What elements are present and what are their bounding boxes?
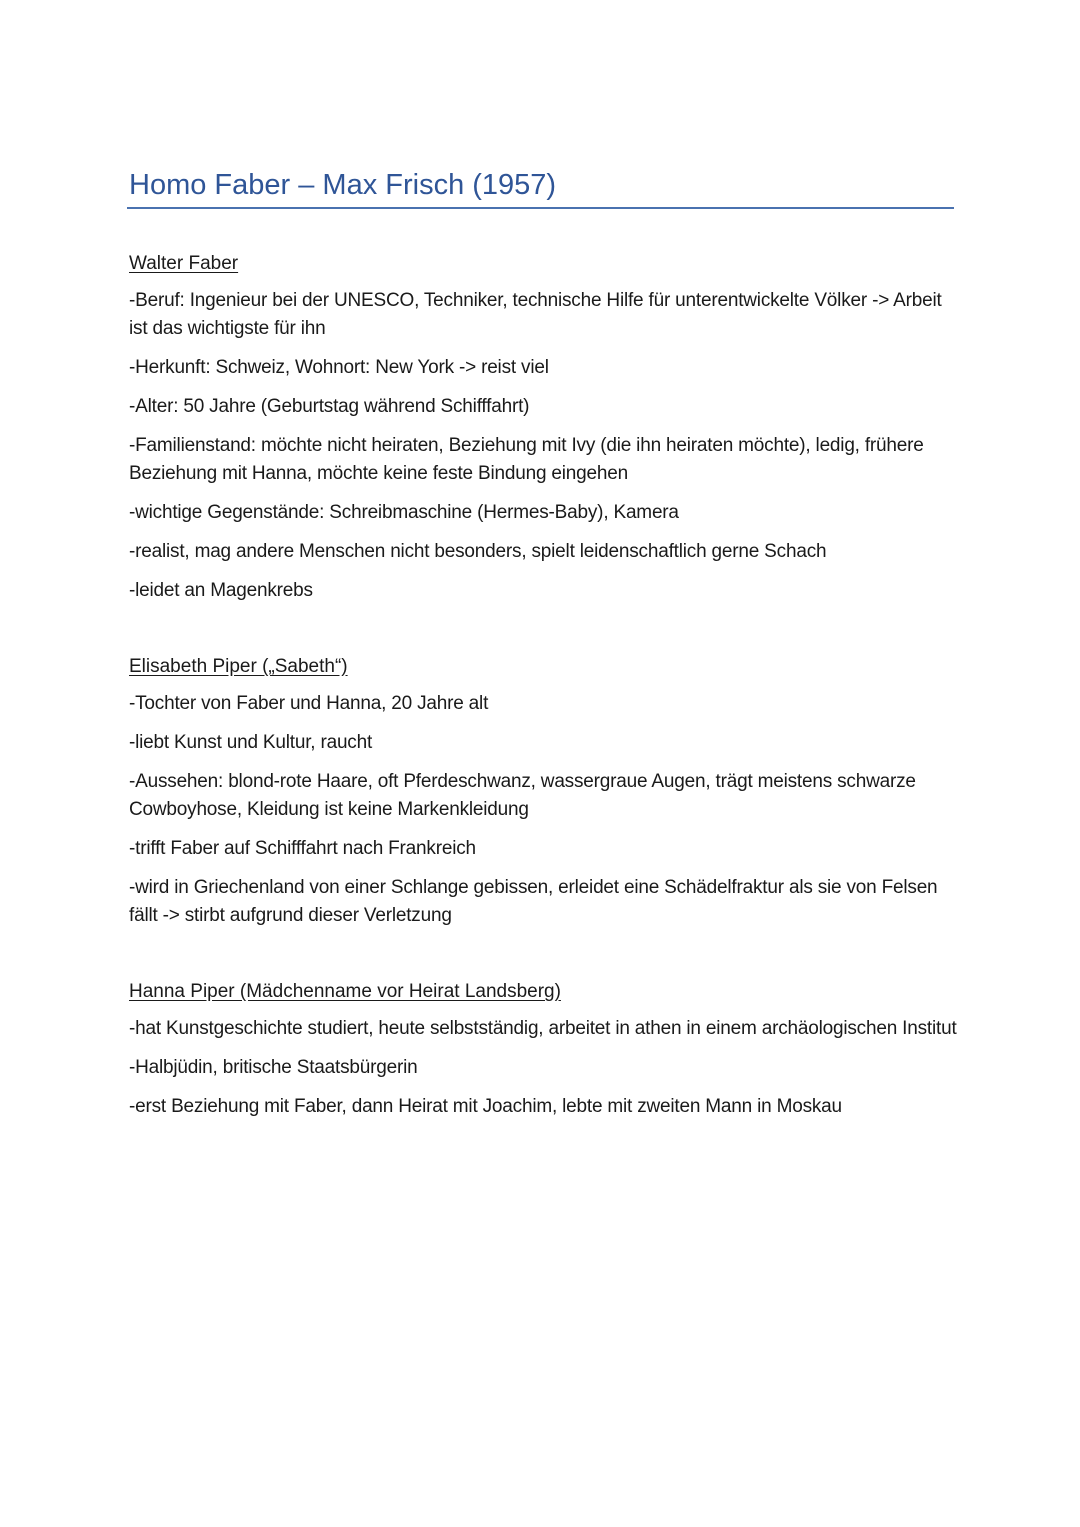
section-heading: Elisabeth Piper („Sabeth“)	[129, 656, 348, 677]
section-walter-faber	[129, 250, 959, 605]
list-item: -realist, mag andere Menschen nicht besonders, spielt leidenschaftlich gerne Schach	[129, 541, 827, 562]
section-heading: Walter Faber	[129, 253, 239, 274]
list-item: -trifft Faber auf Schifffahrt nach Frankreich	[129, 838, 476, 859]
section-hanna-piper	[129, 978, 959, 1121]
section-heading: Hanna Piper (Mädchenname vor Heirat Landsberg)	[129, 981, 561, 1002]
list-item: -wichtige Gegenstände: Schreibmaschine (Hermes-Baby), Kamera	[129, 502, 679, 523]
title-block	[127, 166, 954, 209]
document-body	[129, 250, 959, 1169]
list-item: -Herkunft: Schweiz, Wohnort: New York -> reist viel	[129, 357, 549, 378]
list-item: -hat Kunstgeschichte studiert, heute selbstständig, arbeitet in athen in einem archäologischen Institut	[129, 1018, 957, 1039]
list-item: -Halbjüdin, britische Staatsbürgerin	[129, 1057, 418, 1078]
list-item: -erst Beziehung mit Faber, dann Heirat mit Joachim, lebte mit zweiten Mann in Moskau	[129, 1096, 842, 1117]
list-item: -Familienstand: möchte nicht heiraten, Beziehung mit Ivy (die ihn heiraten möchte), ledig, frühere Beziehung mit Hanna, möchte keine feste Bindung eingehen	[129, 435, 924, 484]
list-item: -wird in Griechenland von einer Schlange gebissen, erleidet eine Schädelfraktur als sie von Felsen fällt -> stirbt aufgrund dieser Verletzung	[129, 877, 938, 926]
list-item: -Aussehen: blond-rote Haare, oft Pferdeschwanz, wassergraue Augen, trägt meistens schwarze Cowboyhose, Kleidung ist keine Markenkleidung	[129, 771, 916, 820]
list-item: -Tochter von Faber und Hanna, 20 Jahre alt	[129, 693, 489, 714]
list-item: -Alter: 50 Jahre (Geburtstag während Schifffahrt)	[129, 396, 530, 417]
page-title: Homo Faber – Max Frisch (1957)	[129, 169, 557, 201]
list-item: -Beruf: Ingenieur bei der UNESCO, Techniker, technische Hilfe für unterentwickelte Völker -> Arbeit ist das wichtigste für ihn	[129, 290, 942, 339]
list-item: -leidet an Magenkrebs	[129, 580, 313, 601]
list-item: -liebt Kunst und Kultur, raucht	[129, 732, 373, 753]
section-elisabeth-piper	[129, 653, 959, 930]
